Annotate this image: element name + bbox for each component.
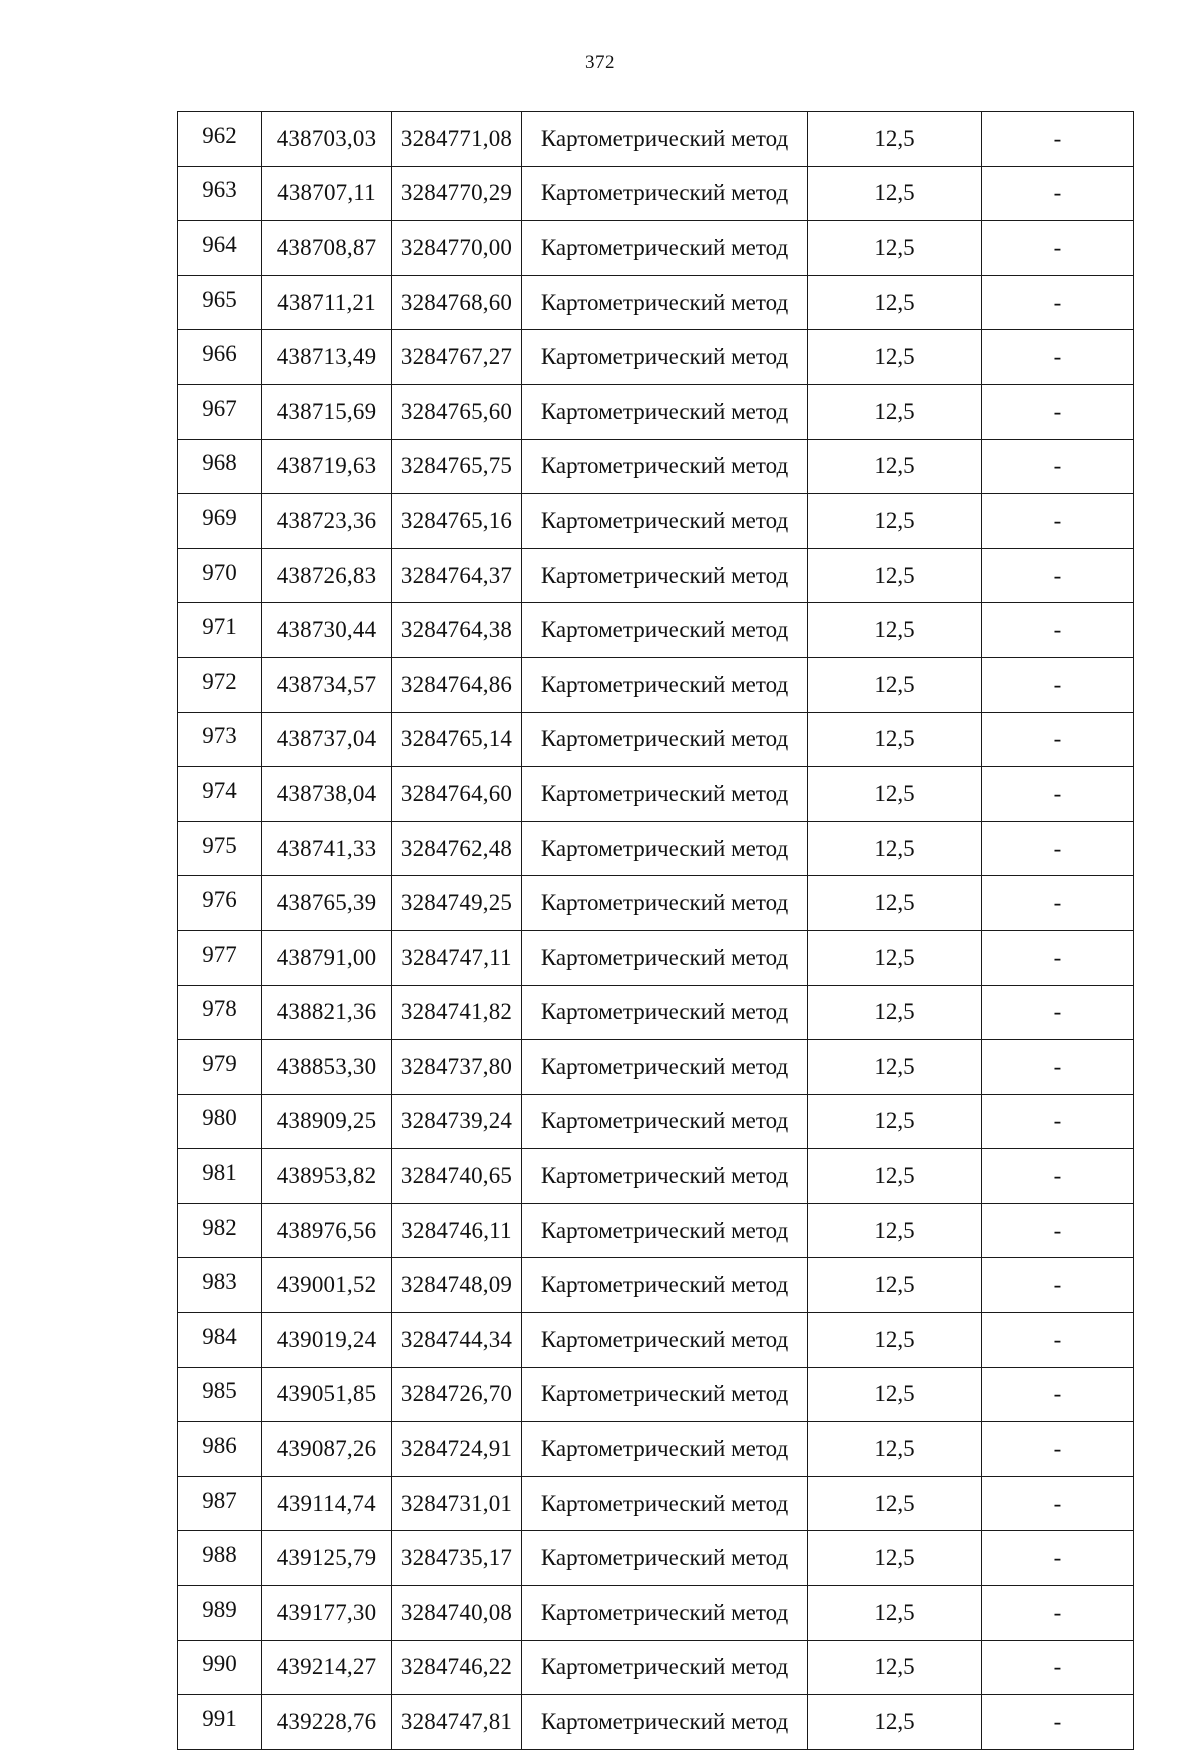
point-number-cell: 975 bbox=[178, 821, 262, 876]
method-cell: Картометрический метод bbox=[522, 1203, 808, 1258]
accuracy-cell: 12,5 bbox=[808, 1313, 982, 1368]
y-coordinate-cell: 3284764,86 bbox=[392, 657, 522, 712]
y-coordinate-cell: 3284764,37 bbox=[392, 548, 522, 603]
note-cell: - bbox=[982, 603, 1134, 658]
table-row bbox=[178, 1476, 1134, 1531]
x-coordinate-cell: 439001,52 bbox=[262, 1258, 392, 1313]
point-number-cell: 983 bbox=[178, 1258, 262, 1313]
x-coordinate-cell: 438726,83 bbox=[262, 548, 392, 603]
y-coordinate-cell: 3284770,00 bbox=[392, 221, 522, 276]
note-cell: - bbox=[982, 275, 1134, 330]
x-coordinate-cell: 438708,87 bbox=[262, 221, 392, 276]
accuracy-cell: 12,5 bbox=[808, 494, 982, 549]
table-row bbox=[178, 1640, 1134, 1695]
accuracy-cell: 12,5 bbox=[808, 1422, 982, 1477]
x-coordinate-cell: 438734,57 bbox=[262, 657, 392, 712]
table-row bbox=[178, 1094, 1134, 1149]
method-cell: Картометрический метод bbox=[522, 821, 808, 876]
x-coordinate-cell: 439177,30 bbox=[262, 1586, 392, 1641]
y-coordinate-cell: 3284767,27 bbox=[392, 330, 522, 385]
method-cell: Картометрический метод bbox=[522, 876, 808, 931]
accuracy-cell: 12,5 bbox=[808, 1640, 982, 1695]
method-cell: Картометрический метод bbox=[522, 1094, 808, 1149]
note-cell: - bbox=[982, 166, 1134, 221]
x-coordinate-cell: 439228,76 bbox=[262, 1695, 392, 1750]
point-number-cell: 991 bbox=[178, 1695, 262, 1750]
table-row bbox=[178, 1258, 1134, 1313]
method-cell: Картометрический метод bbox=[522, 603, 808, 658]
x-coordinate-cell: 438741,33 bbox=[262, 821, 392, 876]
x-coordinate-cell: 438765,39 bbox=[262, 876, 392, 931]
method-cell: Картометрический метод bbox=[522, 1640, 808, 1695]
point-number-cell: 969 bbox=[178, 494, 262, 549]
accuracy-cell: 12,5 bbox=[808, 985, 982, 1040]
method-cell: Картометрический метод bbox=[522, 1422, 808, 1477]
method-cell: Картометрический метод bbox=[522, 1531, 808, 1586]
note-cell: - bbox=[982, 384, 1134, 439]
note-cell: - bbox=[982, 1695, 1134, 1750]
point-number-cell: 979 bbox=[178, 1040, 262, 1095]
table-row bbox=[178, 876, 1134, 931]
point-number-cell: 966 bbox=[178, 330, 262, 385]
note-cell: - bbox=[982, 221, 1134, 276]
x-coordinate-cell: 439051,85 bbox=[262, 1367, 392, 1422]
accuracy-cell: 12,5 bbox=[808, 1531, 982, 1586]
y-coordinate-cell: 3284746,22 bbox=[392, 1640, 522, 1695]
x-coordinate-cell: 438853,30 bbox=[262, 1040, 392, 1095]
point-number-cell: 978 bbox=[178, 985, 262, 1040]
table-row bbox=[178, 166, 1134, 221]
note-cell: - bbox=[982, 112, 1134, 167]
y-coordinate-cell: 3284747,11 bbox=[392, 930, 522, 985]
method-cell: Картометрический метод bbox=[522, 657, 808, 712]
y-coordinate-cell: 3284765,75 bbox=[392, 439, 522, 494]
table-row bbox=[178, 1422, 1134, 1477]
accuracy-cell: 12,5 bbox=[808, 603, 982, 658]
point-number-cell: 970 bbox=[178, 548, 262, 603]
x-coordinate-cell: 438976,56 bbox=[262, 1203, 392, 1258]
x-coordinate-cell: 438821,36 bbox=[262, 985, 392, 1040]
table-row bbox=[178, 603, 1134, 658]
x-coordinate-cell: 438953,82 bbox=[262, 1149, 392, 1204]
note-cell: - bbox=[982, 330, 1134, 385]
table-row bbox=[178, 221, 1134, 276]
method-cell: Картометрический метод bbox=[522, 384, 808, 439]
point-number-cell: 965 bbox=[178, 275, 262, 330]
note-cell: - bbox=[982, 1586, 1134, 1641]
point-number-cell: 968 bbox=[178, 439, 262, 494]
point-number-cell: 972 bbox=[178, 657, 262, 712]
point-number-cell: 984 bbox=[178, 1313, 262, 1368]
point-number-cell: 981 bbox=[178, 1149, 262, 1204]
note-cell: - bbox=[982, 876, 1134, 931]
method-cell: Картометрический метод bbox=[522, 548, 808, 603]
x-coordinate-cell: 438909,25 bbox=[262, 1094, 392, 1149]
note-cell: - bbox=[982, 930, 1134, 985]
method-cell: Картометрический метод bbox=[522, 985, 808, 1040]
note-cell: - bbox=[982, 657, 1134, 712]
y-coordinate-cell: 3284748,09 bbox=[392, 1258, 522, 1313]
method-cell: Картометрический метод bbox=[522, 1476, 808, 1531]
accuracy-cell: 12,5 bbox=[808, 1258, 982, 1313]
note-cell: - bbox=[982, 1367, 1134, 1422]
note-cell: - bbox=[982, 1040, 1134, 1095]
method-cell: Картометрический метод bbox=[522, 1695, 808, 1750]
x-coordinate-cell: 439087,26 bbox=[262, 1422, 392, 1477]
table-row bbox=[178, 439, 1134, 494]
table-row bbox=[178, 1203, 1134, 1258]
table-row bbox=[178, 1695, 1134, 1750]
x-coordinate-cell: 438791,00 bbox=[262, 930, 392, 985]
method-cell: Картометрический метод bbox=[522, 1367, 808, 1422]
point-number-cell: 986 bbox=[178, 1422, 262, 1477]
accuracy-cell: 12,5 bbox=[808, 384, 982, 439]
table-row bbox=[178, 821, 1134, 876]
point-number-cell: 989 bbox=[178, 1586, 262, 1641]
table-row bbox=[178, 1313, 1134, 1368]
y-coordinate-cell: 3284740,65 bbox=[392, 1149, 522, 1204]
y-coordinate-cell: 3284735,17 bbox=[392, 1531, 522, 1586]
method-cell: Картометрический метод bbox=[522, 1586, 808, 1641]
accuracy-cell: 12,5 bbox=[808, 1586, 982, 1641]
y-coordinate-cell: 3284771,08 bbox=[392, 112, 522, 167]
note-cell: - bbox=[982, 1313, 1134, 1368]
y-coordinate-cell: 3284765,60 bbox=[392, 384, 522, 439]
x-coordinate-cell: 438723,36 bbox=[262, 494, 392, 549]
accuracy-cell: 12,5 bbox=[808, 112, 982, 167]
point-number-cell: 980 bbox=[178, 1094, 262, 1149]
note-cell: - bbox=[982, 548, 1134, 603]
note-cell: - bbox=[982, 1422, 1134, 1477]
method-cell: Картометрический метод bbox=[522, 1040, 808, 1095]
coordinates-table bbox=[177, 111, 1134, 1750]
y-coordinate-cell: 3284741,82 bbox=[392, 985, 522, 1040]
note-cell: - bbox=[982, 1258, 1134, 1313]
note-cell: - bbox=[982, 821, 1134, 876]
x-coordinate-cell: 438711,21 bbox=[262, 275, 392, 330]
y-coordinate-cell: 3284770,29 bbox=[392, 166, 522, 221]
table-row bbox=[178, 930, 1134, 985]
x-coordinate-cell: 438738,04 bbox=[262, 767, 392, 822]
point-number-cell: 982 bbox=[178, 1203, 262, 1258]
point-number-cell: 990 bbox=[178, 1640, 262, 1695]
accuracy-cell: 12,5 bbox=[808, 1203, 982, 1258]
method-cell: Картометрический метод bbox=[522, 112, 808, 167]
method-cell: Картометрический метод bbox=[522, 1313, 808, 1368]
accuracy-cell: 12,5 bbox=[808, 821, 982, 876]
point-number-cell: 963 bbox=[178, 166, 262, 221]
method-cell: Картометрический метод bbox=[522, 275, 808, 330]
y-coordinate-cell: 3284749,25 bbox=[392, 876, 522, 931]
point-number-cell: 977 bbox=[178, 930, 262, 985]
y-coordinate-cell: 3284731,01 bbox=[392, 1476, 522, 1531]
note-cell: - bbox=[982, 1531, 1134, 1586]
accuracy-cell: 12,5 bbox=[808, 930, 982, 985]
table-row bbox=[178, 985, 1134, 1040]
accuracy-cell: 12,5 bbox=[808, 275, 982, 330]
note-cell: - bbox=[982, 1203, 1134, 1258]
table-row bbox=[178, 767, 1134, 822]
x-coordinate-cell: 439125,79 bbox=[262, 1531, 392, 1586]
accuracy-cell: 12,5 bbox=[808, 330, 982, 385]
table-row bbox=[178, 494, 1134, 549]
method-cell: Картометрический метод bbox=[522, 439, 808, 494]
x-coordinate-cell: 438715,69 bbox=[262, 384, 392, 439]
y-coordinate-cell: 3284746,11 bbox=[392, 1203, 522, 1258]
accuracy-cell: 12,5 bbox=[808, 1476, 982, 1531]
method-cell: Картометрический метод bbox=[522, 166, 808, 221]
method-cell: Картометрический метод bbox=[522, 494, 808, 549]
note-cell: - bbox=[982, 1094, 1134, 1149]
method-cell: Картометрический метод bbox=[522, 767, 808, 822]
method-cell: Картометрический метод bbox=[522, 221, 808, 276]
note-cell: - bbox=[982, 1149, 1134, 1204]
method-cell: Картометрический метод bbox=[522, 1149, 808, 1204]
y-coordinate-cell: 3284764,60 bbox=[392, 767, 522, 822]
table-row bbox=[178, 712, 1134, 767]
coordinates-table-body bbox=[178, 112, 1134, 1750]
point-number-cell: 987 bbox=[178, 1476, 262, 1531]
note-cell: - bbox=[982, 985, 1134, 1040]
table-row bbox=[178, 330, 1134, 385]
table-row bbox=[178, 548, 1134, 603]
y-coordinate-cell: 3284737,80 bbox=[392, 1040, 522, 1095]
y-coordinate-cell: 3284765,14 bbox=[392, 712, 522, 767]
y-coordinate-cell: 3284747,81 bbox=[392, 1695, 522, 1750]
x-coordinate-cell: 438703,03 bbox=[262, 112, 392, 167]
accuracy-cell: 12,5 bbox=[808, 1149, 982, 1204]
point-number-cell: 985 bbox=[178, 1367, 262, 1422]
accuracy-cell: 12,5 bbox=[808, 1367, 982, 1422]
accuracy-cell: 12,5 bbox=[808, 1094, 982, 1149]
point-number-cell: 973 bbox=[178, 712, 262, 767]
y-coordinate-cell: 3284764,38 bbox=[392, 603, 522, 658]
x-coordinate-cell: 438737,04 bbox=[262, 712, 392, 767]
x-coordinate-cell: 438713,49 bbox=[262, 330, 392, 385]
point-number-cell: 967 bbox=[178, 384, 262, 439]
table-row bbox=[178, 275, 1134, 330]
method-cell: Картометрический метод bbox=[522, 930, 808, 985]
accuracy-cell: 12,5 bbox=[808, 166, 982, 221]
note-cell: - bbox=[982, 1476, 1134, 1531]
table-row bbox=[178, 384, 1134, 439]
y-coordinate-cell: 3284740,08 bbox=[392, 1586, 522, 1641]
y-coordinate-cell: 3284765,16 bbox=[392, 494, 522, 549]
note-cell: - bbox=[982, 712, 1134, 767]
point-number-cell: 974 bbox=[178, 767, 262, 822]
table-row bbox=[178, 1367, 1134, 1422]
y-coordinate-cell: 3284762,48 bbox=[392, 821, 522, 876]
point-number-cell: 988 bbox=[178, 1531, 262, 1586]
point-number-cell: 976 bbox=[178, 876, 262, 931]
accuracy-cell: 12,5 bbox=[808, 876, 982, 931]
method-cell: Картометрический метод bbox=[522, 712, 808, 767]
accuracy-cell: 12,5 bbox=[808, 767, 982, 822]
point-number-cell: 971 bbox=[178, 603, 262, 658]
accuracy-cell: 12,5 bbox=[808, 712, 982, 767]
table-row bbox=[178, 1531, 1134, 1586]
accuracy-cell: 12,5 bbox=[808, 439, 982, 494]
x-coordinate-cell: 439019,24 bbox=[262, 1313, 392, 1368]
table-row bbox=[178, 1040, 1134, 1095]
y-coordinate-cell: 3284739,24 bbox=[392, 1094, 522, 1149]
accuracy-cell: 12,5 bbox=[808, 221, 982, 276]
method-cell: Картометрический метод bbox=[522, 330, 808, 385]
method-cell: Картометрический метод bbox=[522, 1258, 808, 1313]
note-cell: - bbox=[982, 767, 1134, 822]
accuracy-cell: 12,5 bbox=[808, 548, 982, 603]
point-number-cell: 964 bbox=[178, 221, 262, 276]
note-cell: - bbox=[982, 1640, 1134, 1695]
page-number: 372 bbox=[585, 52, 615, 73]
y-coordinate-cell: 3284744,34 bbox=[392, 1313, 522, 1368]
note-cell: - bbox=[982, 494, 1134, 549]
accuracy-cell: 12,5 bbox=[808, 1040, 982, 1095]
note-cell: - bbox=[982, 439, 1134, 494]
y-coordinate-cell: 3284724,91 bbox=[392, 1422, 522, 1477]
y-coordinate-cell: 3284726,70 bbox=[392, 1367, 522, 1422]
table-row bbox=[178, 112, 1134, 167]
table-row bbox=[178, 657, 1134, 712]
x-coordinate-cell: 439114,74 bbox=[262, 1476, 392, 1531]
x-coordinate-cell: 439214,27 bbox=[262, 1640, 392, 1695]
accuracy-cell: 12,5 bbox=[808, 1695, 982, 1750]
accuracy-cell: 12,5 bbox=[808, 657, 982, 712]
x-coordinate-cell: 438730,44 bbox=[262, 603, 392, 658]
y-coordinate-cell: 3284768,60 bbox=[392, 275, 522, 330]
point-number-cell: 962 bbox=[178, 112, 262, 167]
table-row bbox=[178, 1149, 1134, 1204]
x-coordinate-cell: 438707,11 bbox=[262, 166, 392, 221]
x-coordinate-cell: 438719,63 bbox=[262, 439, 392, 494]
table-row bbox=[178, 1586, 1134, 1641]
